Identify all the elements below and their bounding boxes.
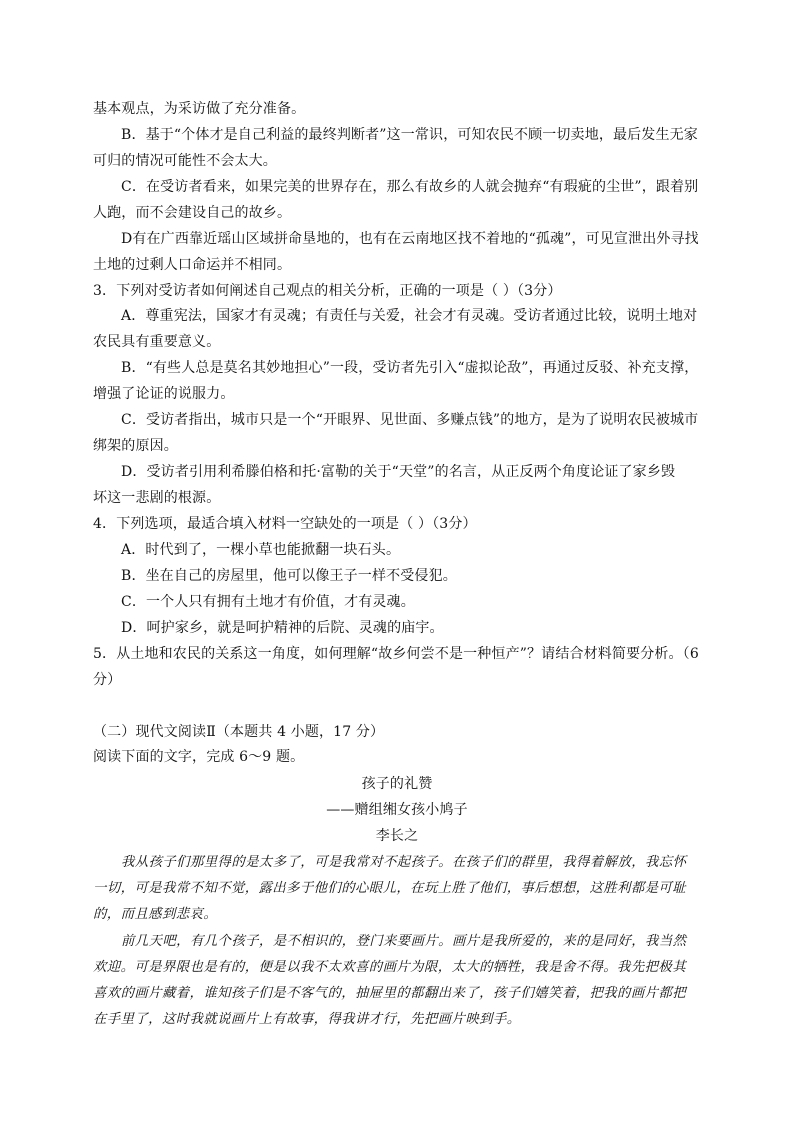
essay-p2-line2: 欢迎。可是界限也是有的，便是以我不太欢喜的画片为限，太大的牺牲，我是舍不得。我先把极其 (93, 960, 686, 975)
section2-instruction: 阅读下面的文字，完成 6～9 题。 (93, 749, 305, 765)
q2-option-c-line2: 人跑，而不会建设自己的故乡。 (93, 205, 292, 221)
essay-p2-line4: 在手里了，这时我就说画片上有故事，得我讲才行，先把画片映到手。 (93, 1012, 521, 1027)
essay-author: 李长之 (375, 828, 419, 844)
q2-option-c-line1: C．在受访者看来，如果完美的世界存在，那么有故乡的人就会抛弃“有瑕疵的尘世”，跟着别 (121, 179, 699, 195)
q3-option-a-line2: 农民具有重要意义。 (93, 334, 221, 350)
q4-stem: 4．下列选项，最适合填入材料一空缺处的一项是（ ）（3分） (93, 516, 477, 532)
q3-option-c-line1: C．受访者指出，城市只是一个“开眼界、见世面、多赚点钱”的地方，是为了说明农民被城市 (121, 412, 699, 428)
q2-option-b-line1: B．基于“个体才是自己利益的最终判断者”这一常识，可知农民不顾一切卖地，最后发生无家 (121, 127, 698, 143)
essay-p2-line1: 前几天吧，有几个孩子，是不相识的，登门来要画片。画片是我所爱的，来的是同好，我当然 (121, 934, 687, 949)
q3-option-d-line1: D．受访者引用利希滕伯格和托·富勒的关于“天堂”的名言，从正反两个角度论证了家乡毁 (121, 464, 676, 480)
q3-stem: 3．下列对受访者如何阐述自己观点的相关分析，正确的一项是（ ）（3分） (93, 283, 562, 299)
q2-option-d-line2: 土地的过剩人口命运并不相同。 (93, 257, 292, 273)
q3-option-d-line2: 坏这一悲剧的根源。 (93, 490, 221, 506)
q3-option-a-line1: A．尊重宪法，国家才有灵魂；有责任与关爱，社会才有灵魂。受访者通过比较，说明土地对 (121, 308, 698, 324)
q3-option-c-line2: 绑架的原因。 (93, 438, 178, 454)
q2-option-d-line1: D有在广西靠近瑶山区域拼命垦地的，也有在云南地区找不着地的“孤魂”，可见宣泄出外寻找 (121, 231, 699, 247)
q3-option-b-line1: B．“有些人总是莫名其妙地担心”一段，受访者先引入“虚拟论敌”，再通过反驳、补充支撑， (121, 360, 699, 376)
essay-title: 孩子的礼赞 (361, 776, 433, 792)
q2-option-b-line2: 可归的情况可能性不会太大。 (93, 153, 277, 169)
q4-option-d: D．呵护家乡，就是呵护精神的后院、灵魂的庙宇。 (121, 620, 444, 636)
essay-p2-line3: 喜欢的画片藏着，谁知孩子们是不客气的，抽屉里的都翻出来了，孩子们嬉笑着，把我的画片都把 (93, 986, 686, 1001)
q5-line2: 分） (93, 672, 122, 688)
essay-p1-line2: 一切，可是我常不知不觉，露出多于他们的心眼儿，在玩上胜了他们，事后想想，这胜利都是可耻 (93, 881, 686, 896)
q4-option-b: B．坐在自己的房屋里，他可以像王子一样不受侵犯。 (121, 568, 457, 584)
q4-option-a: A．时代到了，一棵小草也能掀翻一块石头。 (121, 542, 401, 558)
q4-option-c: C．一个人只有拥有土地才有价值，才有灵魂。 (121, 594, 415, 610)
essay-p1-line1: 我从孩子们那里得的是太多了，可是我常对不起孩子。在孩子们的群里，我得着解放，我忘怀 (121, 855, 687, 870)
q2-option-a-continuation: 基本观点，为采访做了充分准备。 (93, 101, 306, 117)
essay-p1-line3: 的，而且感到悲哀。 (93, 907, 218, 922)
q5-line1: 5．从土地和农民的关系这一角度，如何理解“故乡何尝不是一种恒产”？请结合材料简要分析。（6 (93, 646, 699, 662)
q3-option-b-line2: 增强了论证的说服力。 (93, 386, 235, 402)
essay-subtitle: ——赠组缃女孩小鸠子 (326, 802, 468, 818)
section2-heading: （二）现代文阅读Ⅱ（本题共 4 小题，17 分） (93, 724, 385, 740)
